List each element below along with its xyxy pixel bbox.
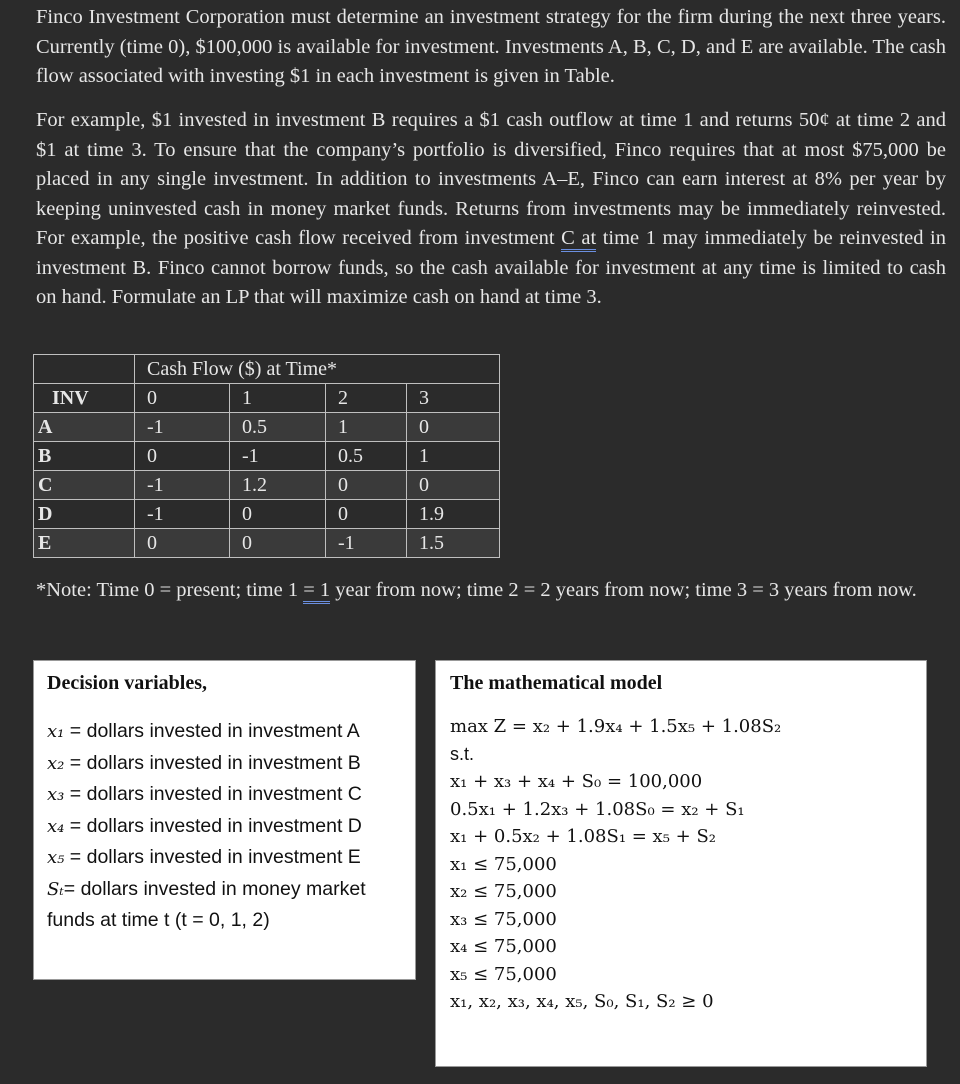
variable-symbol: Sₜ (47, 878, 64, 900)
table-cell: 0 (230, 500, 326, 529)
table-row (34, 413, 500, 442)
table-header-cell: INV (34, 384, 135, 413)
table-cell: A (34, 413, 135, 442)
list-item (47, 716, 412, 748)
table-cell: -1 (135, 413, 230, 442)
note-part-2: year from now; time 2 = 2 years from now; time 3 = 3 years from now. (330, 579, 917, 601)
table-row (34, 500, 500, 529)
table-cell: 0 (135, 442, 230, 471)
variable-symbol: x₅ (47, 847, 65, 868)
constraint: x₂ ≤ 75,000 (450, 881, 557, 902)
variable-description: = dollars invested in money market funds at time t (t = 0, 1, 2) (47, 877, 366, 931)
decision-variables-box (33, 660, 416, 980)
table-cell: 0 (407, 413, 500, 442)
table-cell: C (34, 471, 135, 500)
table-cell: 0.5 (326, 442, 407, 471)
table-cell: 1.2 (230, 471, 326, 500)
constraint: x₁ + 0.5x₂ + 1.08S₁ = x₅ + S₂ (450, 826, 717, 847)
list-item (47, 874, 412, 936)
variable-symbol: x₂ (47, 752, 65, 774)
table-cell: -1 (135, 500, 230, 529)
list-item (47, 748, 412, 780)
variable-symbol: x₁ (47, 721, 65, 742)
mathematical-model-title: The mathematical model (450, 672, 663, 694)
note-underlined-text: = 1 (303, 579, 330, 604)
problem-paragraph-1: Finco Investment Corporation must determine an investment strategy for the firm during the next three years. Currently (time 0), $100,000 is available for investment. Investments A, B, C, D, and E are available. The cash flow associated with investing $1 in each investment is given in Table. (36, 6, 946, 87)
subject-to-label: s.t. (450, 743, 475, 764)
table-cell: D (34, 500, 135, 529)
variable-description: = dollars invested in investment D (64, 814, 362, 837)
variable-description: = dollars invested in investment B (64, 751, 361, 774)
cash-flow-table (33, 354, 500, 558)
objective-function: max Z = x₂ + 1.9x₄ + 1.5x₅ + 1.08S₂ (450, 716, 782, 737)
decision-variables-title: Decision variables, (47, 672, 207, 694)
table-cell: 0 (135, 529, 230, 558)
table-cell: 1.5 (407, 529, 500, 558)
constraint: x₅ ≤ 75,000 (450, 963, 557, 985)
list-item (47, 811, 412, 843)
table-cell: -1 (326, 529, 407, 558)
problem-paragraph-2 (36, 106, 946, 313)
paragraph-2-part-1: For example, $1 invested in investment B requires a $1 cash outflow at time 1 and returns 50¢ at time 2 and $1 at time 3. To ensure that the company’s portfolio is diversified, Finco requires that at most $75,000 be placed in any single investment. In addition to investments A–E, Finco can earn interest at 8% per year by keeping uninvested cash in money market funds. Returns from investments may be immediately reinvested. For example, the positive cash flow received from investment (36, 109, 946, 249)
list-item (47, 779, 412, 811)
table-cell: 1 (326, 413, 407, 442)
constraint: x₃ ≤ 75,000 (450, 908, 557, 930)
table-cell: E (34, 529, 135, 558)
table-group-header-row (34, 355, 500, 384)
table-cell: 0 (230, 529, 326, 558)
table-header-cell: 3 (407, 384, 500, 413)
table-cell: -1 (230, 442, 326, 471)
table-row (34, 529, 500, 558)
constraint: x₁ ≤ 75,000 (450, 853, 557, 875)
list-item (47, 842, 412, 874)
paragraph-2-part-2: time 1 may immediately be reinvested in investment B. Finco cannot borrow funds, so the cash available for investment at any time is limited to cash on hand. Formulate an LP that will maximize cash on hand at time 3. (36, 227, 946, 308)
table-cell: 0 (326, 500, 407, 529)
table-header-row (34, 384, 500, 413)
constraint: x₁, x₂, x₃, x₄, x₅, S₀, S₁, S₂ ≥ 0 (450, 991, 714, 1012)
constraint: 0.5x₁ + 1.2x₃ + 1.08S₀ = x₂ + S₁ (450, 798, 745, 820)
decision-variables-list (47, 716, 412, 936)
variable-description: = dollars invested in investment A (64, 720, 360, 742)
mathematical-model-box (435, 660, 927, 1067)
underlined-text: C at (561, 227, 596, 252)
table-cell: -1 (135, 471, 230, 500)
table-header-cell: 1 (230, 384, 326, 413)
variable-description: = dollars invested in investment C (64, 783, 362, 805)
constraint: x₁ + x₃ + x₄ + S₀ = 100,000 (450, 771, 703, 792)
constraint: x₄ ≤ 75,000 (450, 936, 557, 957)
table-note (36, 576, 951, 605)
table-row (34, 442, 500, 471)
table-header-cell: 0 (135, 384, 230, 413)
table-cell: 1.9 (407, 500, 500, 529)
table-group-header: Cash Flow ($) at Time* (135, 355, 500, 384)
variable-description: = dollars invested in investment E (64, 846, 361, 868)
model-equations (450, 713, 920, 1016)
table-header-cell: 2 (326, 384, 407, 413)
table-cell: 1 (407, 442, 500, 471)
table-corner-cell (34, 355, 135, 384)
table-cell: 0.5 (230, 413, 326, 442)
table-row (34, 471, 500, 500)
note-part-1: *Note: Time 0 = present; time 1 (36, 579, 304, 601)
table-cell: 0 (326, 471, 407, 500)
table-cell: 0 (407, 471, 500, 500)
variable-symbol: x₄ (47, 815, 65, 837)
table-cell: B (34, 442, 135, 471)
variable-symbol: x₃ (47, 784, 65, 805)
